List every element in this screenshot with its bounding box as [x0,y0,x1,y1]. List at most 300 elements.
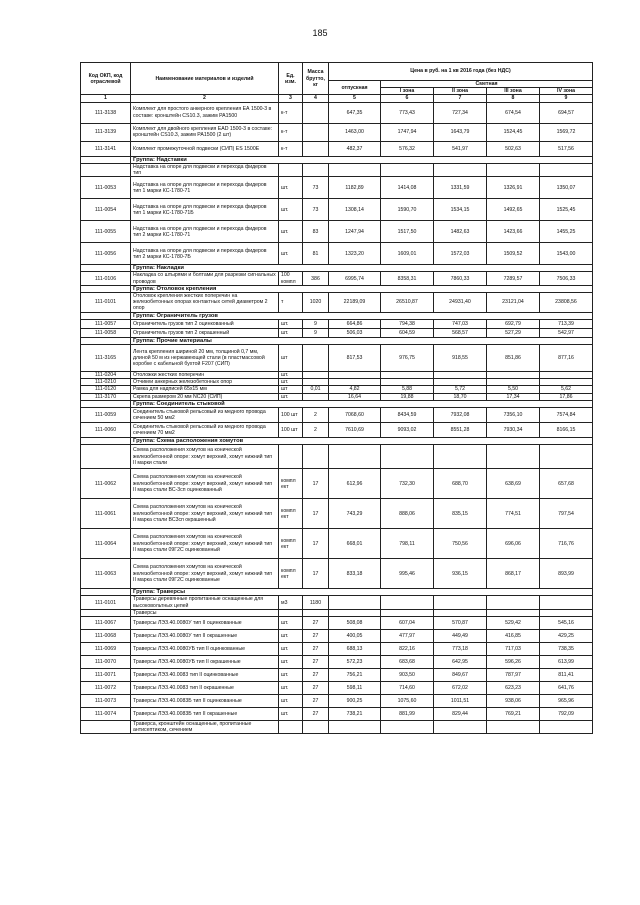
name-cell: Траверсы ЛЭЗ.40.0083 тип II окрашенные [131,682,279,695]
zone-2-price-cell: 773,18 [434,643,487,656]
code-cell [81,445,131,469]
code-cell: 111-0060 [81,423,131,438]
empty-cell [329,163,381,176]
mass-cell: 386 [303,272,329,285]
code-cell: 111-0101 [81,596,131,609]
mass-cell [303,141,329,156]
name-cell: Траверсы ЛЭЗ.40.0083Б тип II оцинкованные [131,695,279,708]
unit-cell: компл ект [279,469,303,499]
name-cell: Траверсы ЛЭЗ.40.0080УБ тип II окрашенные [131,656,279,669]
name-cell: Комплект для простого анкерного крепления ЕА 1500-3 в составе: кронштейн CS10.3, зажим PA1500 [131,102,279,123]
release-price-cell: 612,96 [329,469,381,499]
zone-3-price-cell: 7930,34 [487,423,540,438]
zone-4-price-cell: 5,62 [540,386,593,393]
mass-cell: 27 [303,695,329,708]
code-cell [81,265,131,272]
zone-3-price-cell: 7289,57 [487,272,540,285]
mass-cell: 17 [303,469,329,499]
code-cell [81,589,131,596]
mass-cell: 0,01 [303,386,329,393]
zone-1-price-cell: 5,88 [381,386,434,393]
mass-cell: 27 [303,682,329,695]
zone-1-price-cell: 798,11 [381,529,434,559]
group-row [81,438,593,445]
release-price-cell: 4,82 [329,386,381,393]
table-row [81,656,593,669]
table-row [81,559,593,589]
release-price-cell: 16,64 [329,393,381,400]
zone-3-price-cell: 1524,45 [487,123,540,141]
zone-2-price-cell: 1534,15 [434,199,487,221]
name-cell: Схема расположения хомутов на конической железобетонной опоре: хомут верхний, хомут нижний тип II марка стали 09Г2С оцинкованный [131,529,279,559]
zone-2-price-cell: 1643,79 [434,123,487,141]
unit-cell: шт [279,345,303,372]
header-zone-2: II зона [434,88,487,95]
release-price-cell: 756,21 [329,669,381,682]
mass-cell: 27 [303,617,329,630]
zone-3-price-cell: 529,42 [487,617,540,630]
mass-cell [303,123,329,141]
zone-1-price-cell: 903,50 [381,669,434,682]
name-cell: Соединитель стыковой рельсовый из медного провода сечением 70 мм2 [131,423,279,438]
empty-cell [487,163,540,176]
code-cell: 111-0061 [81,499,131,529]
page-number: 185 [312,28,328,38]
zone-3-price-cell: 1492,65 [487,199,540,221]
zone-3-price-cell: 787,97 [487,669,540,682]
zone-1-price-cell: 732,30 [381,469,434,499]
zone-4-price-cell: 738,35 [540,643,593,656]
name-cell: Ограничитель грузов тип 2 окрашенный [131,328,279,337]
zone-3-price-cell: 1509,52 [487,243,540,265]
unit-cell: шт. [279,630,303,643]
zone-3-price-cell: 7356,10 [487,408,540,423]
mass-cell: 27 [303,669,329,682]
zone-3-price-cell: 717,03 [487,643,540,656]
mass-cell: 27 [303,643,329,656]
name-cell: Надставка на опоре для подвески и перехода фидеров тип 1 марки КС-1780-71Б [131,199,279,221]
zone-1-price-cell: 888,06 [381,499,434,529]
table-row [81,393,593,400]
group-row [81,400,593,407]
zone-4-price-cell: 7506,33 [540,272,593,285]
zone-2-price-cell [434,372,487,379]
zone-3-price-cell: 692,79 [487,319,540,328]
empty-cell [279,609,303,616]
mass-cell: 17 [303,529,329,559]
unit-cell: т [279,293,303,313]
empty-cell [487,609,540,616]
zone-4-price-cell: 965,96 [540,695,593,708]
name-cell: Схема расположения хомутов на конической железобетонной опоре: хомут верхний, хомут нижний тип II марка стали ВС-3сп оцинкованный [131,469,279,499]
zone-4-price-cell: 1543,00 [540,243,593,265]
table-row [81,141,593,156]
zone-4-price-cell: 23808,56 [540,293,593,313]
release-price-cell: 833,18 [329,559,381,589]
unit-cell: шт. [279,669,303,682]
header-zone-3: III зона [487,88,540,95]
mass-cell: 2 [303,408,329,423]
release-price-cell: 400,05 [329,630,381,643]
unit-cell: шт. [279,243,303,265]
zone-3-price-cell: 416,85 [487,630,540,643]
code-cell [81,400,131,407]
table-row [81,408,593,423]
mass-cell: 2 [303,423,329,438]
zone-4-price-cell: 545,16 [540,617,593,630]
table-row [81,272,593,285]
table-body [81,102,593,734]
release-price-cell: 598,11 [329,682,381,695]
subheading-row [81,163,593,176]
zone-2-price-cell: 541,97 [434,141,487,156]
header-price-title: Цена в руб. на 1 кв 2016 года (без НДС) [329,63,593,81]
unit-cell: шт. [279,177,303,199]
code-cell: 111-0071 [81,669,131,682]
group-row [81,312,593,319]
zone-2-price-cell: 672,02 [434,682,487,695]
zone-3-price-cell: 938,06 [487,695,540,708]
zone-3-price-cell: 5,50 [487,386,540,393]
zone-4-price-cell: 797,54 [540,499,593,529]
code-cell: 111-0063 [81,559,131,589]
group-title: Группа: Накладки [131,265,593,272]
unit-cell: шт. [279,682,303,695]
code-cell: 111-3141 [81,141,131,156]
header-unit: Ед. изм. [279,63,303,95]
unit-cell: шт. [279,708,303,721]
table-row [81,328,593,337]
unit-cell: шт. [279,695,303,708]
release-price-cell: 817,53 [329,345,381,372]
table-row [81,319,593,328]
zone-1-price-cell: 576,32 [381,141,434,156]
release-price-cell: 900,25 [329,695,381,708]
code-cell [81,438,131,445]
mass-cell: 17 [303,499,329,529]
zone-4-price-cell: 8166,15 [540,423,593,438]
zone-2-price-cell [434,379,487,386]
unit-cell: к-т [279,123,303,141]
table-row [81,669,593,682]
zone-2-price-cell: 1011,51 [434,695,487,708]
table-row [81,372,593,379]
zone-4-price-cell: 17,86 [540,393,593,400]
zone-2-price-cell: 747,03 [434,319,487,328]
mass-cell: 9 [303,319,329,328]
zone-2-price-cell: 1331,59 [434,177,487,199]
zone-1-price-cell [381,372,434,379]
code-cell [81,337,131,344]
unit-cell: компл ект [279,529,303,559]
header-name: Наименование материалов и изделий [131,63,279,95]
zone-3-price-cell: 1326,91 [487,177,540,199]
code-cell: 111-0059 [81,408,131,423]
code-cell: 111-0053 [81,177,131,199]
zone-4-price-cell: 694,57 [540,102,593,123]
zone-3-price-cell: 527,29 [487,328,540,337]
zone-1-price-cell: 1075,60 [381,695,434,708]
name-cell: Надставка на опоре для подвески и перехода фидеров тип 2 марки КС-1780-71 [131,221,279,243]
zone-1-price-cell: 26510,87 [381,293,434,313]
release-price-cell: 572,23 [329,656,381,669]
release-price-cell [329,596,381,609]
table-row [81,469,593,499]
zone-1-price-cell: 1609,01 [381,243,434,265]
release-price-cell: 508,08 [329,617,381,630]
zone-4-price-cell: 7574,84 [540,408,593,423]
table-row [81,643,593,656]
name-cell: Отчикеи анкерных железобетонных опор [131,379,279,386]
mass-cell: 1020 [303,293,329,313]
unit-cell: шт. [279,643,303,656]
zone-4-price-cell [540,596,593,609]
name-cell: Траверсы ЛЭЗ.40.0083 тип II оцинкованные [131,669,279,682]
zone-2-price-cell: 24931,40 [434,293,487,313]
table-row [81,293,593,313]
column-number: 8 [487,95,540,102]
zone-4-price-cell: 1350,07 [540,177,593,199]
code-cell [81,312,131,319]
header-zone-4: IV зона [540,88,593,95]
mass-cell: 83 [303,221,329,243]
zone-3-price-cell: 851,86 [487,345,540,372]
group-title: Группа: Траверсы [131,589,593,596]
code-cell [81,285,131,292]
empty-cell [540,721,593,734]
zone-3-price-cell [487,379,540,386]
empty-cell [434,163,487,176]
zone-1-price-cell: 995,46 [381,559,434,589]
code-cell: 111-0058 [81,328,131,337]
zone-1-price-cell: 1590,70 [381,199,434,221]
group-row [81,589,593,596]
zone-3-price-cell: 502,63 [487,141,540,156]
name-cell: Траверсы ЛЭЗ.40.0080У тип II окрашенные [131,630,279,643]
zone-2-price-cell: 5,72 [434,386,487,393]
empty-cell [434,609,487,616]
release-price-cell: 506,03 [329,328,381,337]
zone-2-price-cell: 727,34 [434,102,487,123]
code-cell: 111-0057 [81,319,131,328]
zone-2-price-cell: 1572,03 [434,243,487,265]
unit-cell: компл ект [279,499,303,529]
zone-1-price-cell: 1747,94 [381,123,434,141]
release-price-cell: 664,86 [329,319,381,328]
release-price-cell: 688,13 [329,643,381,656]
zone-4-price-cell: 713,39 [540,319,593,328]
empty-cell [303,163,329,176]
zone-2-price-cell: 449,49 [434,630,487,643]
zone-1-price-cell: 19,88 [381,393,434,400]
zone-4-price-cell: 893,99 [540,559,593,589]
zone-1-price-cell: 881,99 [381,708,434,721]
zone-3-price-cell [487,596,540,609]
table-row [81,379,593,386]
zone-3-price-cell [487,372,540,379]
release-price-cell: 1323,20 [329,243,381,265]
table-row [81,682,593,695]
header-code: Код ОКП, код отраслевой [81,63,131,95]
release-price-cell: 482,37 [329,141,381,156]
group-title: Группа: Отоловок крепления [131,285,593,292]
zone-3-price-cell: 596,26 [487,656,540,669]
code-cell: 111-0067 [81,617,131,630]
group-row [81,265,593,272]
zone-4-price-cell: 811,41 [540,669,593,682]
mass-cell: 1180 [303,596,329,609]
empty-cell [434,445,487,469]
zone-2-price-cell: 688,70 [434,469,487,499]
zone-1-price-cell [381,379,434,386]
name-cell: Скрепа размером 20 мм NC20 (СИП) [131,393,279,400]
unit-cell: шт. [279,372,303,379]
column-number: 3 [279,95,303,102]
unit-cell: м3 [279,596,303,609]
mass-cell [303,393,329,400]
zone-2-price-cell: 18,70 [434,393,487,400]
group-title: Группа: Схема расположения хомутов [131,438,593,445]
code-cell: 111-0062 [81,469,131,499]
zone-1-price-cell: 8358,31 [381,272,434,285]
name-cell: Траверсы ЛЭЗ.40.0080УБ тип II оцинкованные [131,643,279,656]
code-cell: 111-0074 [81,708,131,721]
zone-2-price-cell: 1482,63 [434,221,487,243]
header-mass: Масса брутто, кг [303,63,329,95]
empty-cell [303,721,329,734]
mass-cell: 27 [303,708,329,721]
table-row [81,102,593,123]
subheading-text: Траверсы [131,609,279,616]
table-row [81,386,593,393]
name-cell: Надставка на опоре для подвески и перехода фидеров тип 1 марки КС-1780-71 [131,177,279,199]
zone-2-price-cell: 570,87 [434,617,487,630]
group-row [81,156,593,163]
release-price-cell: 738,21 [329,708,381,721]
mass-cell: 73 [303,177,329,199]
zone-2-price-cell: 835,15 [434,499,487,529]
zone-4-price-cell [540,379,593,386]
code-cell [81,163,131,176]
empty-cell [540,445,593,469]
release-price-cell: 22189,09 [329,293,381,313]
name-cell: Лента крепления шириной 20 мм, толщиной 0,7 мм, длиной 50 м из нержавеющей стали (в пластмассовой коробке с кабельной бухтой F207 (СИП) [131,345,279,372]
zone-1-price-cell: 683,68 [381,656,434,669]
name-cell: Комплект для двойного крепления EAD 1500-3 в составе: кронштейн CS10.3, зажим PA1500 (2 шт) [131,123,279,141]
name-cell: Отоложки жестких поперечин [131,372,279,379]
zone-1-price-cell: 976,75 [381,345,434,372]
release-price-cell: 1182,89 [329,177,381,199]
group-row [81,337,593,344]
unit-cell: к-т [279,141,303,156]
mass-cell: 81 [303,243,329,265]
zone-4-price-cell: 1569,72 [540,123,593,141]
empty-cell [487,445,540,469]
unit-cell: шт. [279,393,303,400]
zone-1-price-cell: 477,97 [381,630,434,643]
table-row [81,617,593,630]
unit-cell: шт. [279,319,303,328]
code-cell: 111-0070 [81,656,131,669]
unit-cell: шт. [279,617,303,630]
zone-1-price-cell: 9093,02 [381,423,434,438]
zone-3-price-cell: 1423,66 [487,221,540,243]
empty-cell [381,445,434,469]
zone-4-price-cell: 716,76 [540,529,593,559]
table-row [81,423,593,438]
name-cell: Ограничитель грузов тип 2 оцинкованный [131,319,279,328]
header-zone-1: I зона [381,88,434,95]
column-number: 9 [540,95,593,102]
unit-cell: шт. [279,199,303,221]
mass-cell: 73 [303,199,329,221]
column-number: 7 [434,95,487,102]
zone-1-price-cell: 773,43 [381,102,434,123]
empty-cell [487,721,540,734]
zone-4-price-cell: 641,76 [540,682,593,695]
zone-4-price-cell: 429,25 [540,630,593,643]
release-price-cell: 1463,00 [329,123,381,141]
name-cell: Траверсы ЛЭЗ.40.0080У тип II оцинкованные [131,617,279,630]
zone-4-price-cell: 1525,45 [540,199,593,221]
zone-1-price-cell: 714,60 [381,682,434,695]
zone-3-price-cell: 623,23 [487,682,540,695]
unit-cell: шт. [279,221,303,243]
zone-4-price-cell: 1455,25 [540,221,593,243]
zone-3-price-cell: 696,06 [487,529,540,559]
code-cell: 111-0120 [81,386,131,393]
column-number: 4 [303,95,329,102]
code-cell [81,609,131,616]
mass-cell: 27 [303,656,329,669]
code-cell: 111-0210 [81,379,131,386]
code-cell: 111-0072 [81,682,131,695]
price-table [80,62,593,734]
zone-2-price-cell: 8551,28 [434,423,487,438]
empty-cell [279,163,303,176]
zone-1-price-cell: 8434,59 [381,408,434,423]
release-price-cell [329,379,381,386]
empty-cell [329,445,381,469]
subheading-text: Траверса, кронштейн оснащенные, пропитанные антисептиком, сечением [131,721,279,734]
release-price-cell: 668,01 [329,529,381,559]
code-cell [81,156,131,163]
code-cell: 111-0069 [81,643,131,656]
empty-cell [279,721,303,734]
zone-4-price-cell [540,372,593,379]
name-cell: Схема расположения хомутов на конической железобетонной опоре: хомут верхний, хомут нижний тип II марка стали 09Г2С оцинкованные [131,559,279,589]
zone-4-price-cell: 657,68 [540,469,593,499]
zone-2-price-cell: 936,15 [434,559,487,589]
unit-cell: компл ект [279,559,303,589]
release-price-cell: 647,35 [329,102,381,123]
code-cell: 111-3165 [81,345,131,372]
zone-1-price-cell: 1517,50 [381,221,434,243]
unit-cell: шт. [279,656,303,669]
subheading-row [81,445,593,469]
table-row [81,177,593,199]
zone-2-price-cell: 750,56 [434,529,487,559]
mass-cell [303,102,329,123]
group-title: Группа: Соединитель стыковой [131,400,593,407]
release-price-cell: 6995,74 [329,272,381,285]
zone-2-price-cell [434,596,487,609]
code-cell: 111-0056 [81,243,131,265]
empty-cell [329,609,381,616]
code-cell: 111-0064 [81,529,131,559]
table-row [81,243,593,265]
zone-4-price-cell: 613,99 [540,656,593,669]
